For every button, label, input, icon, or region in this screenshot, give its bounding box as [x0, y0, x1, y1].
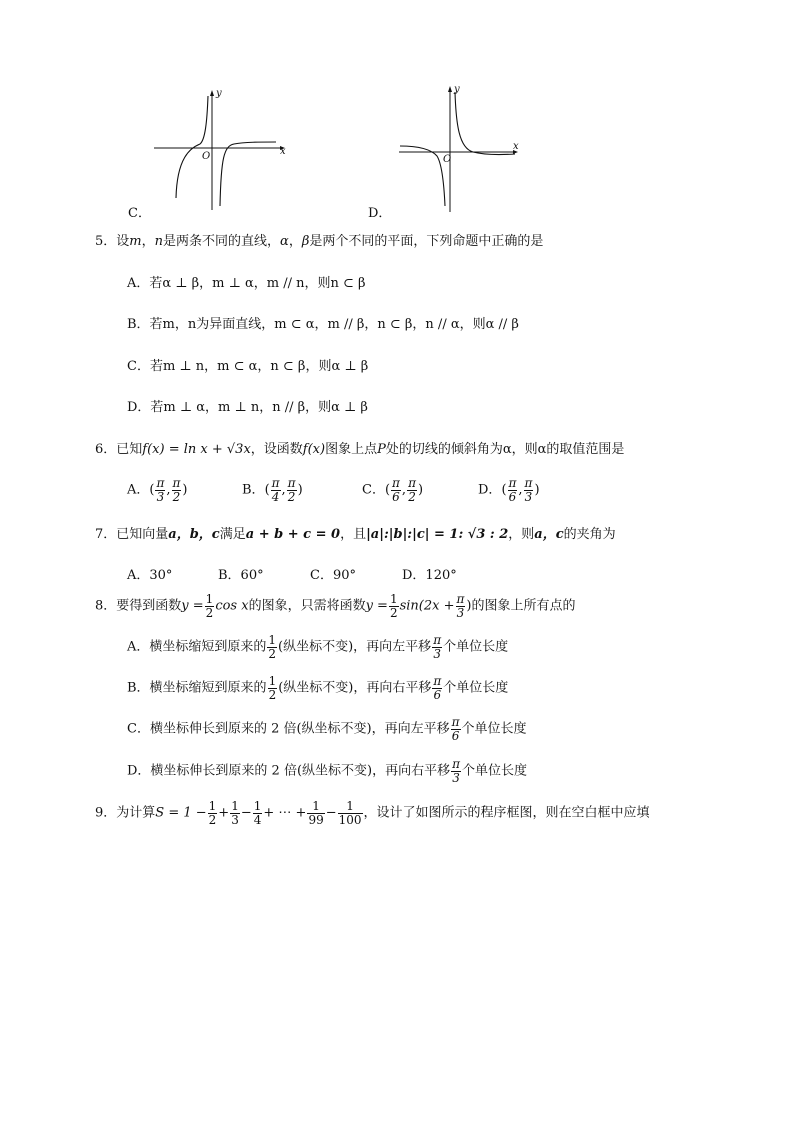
q7-option-a: A．30°: [127, 568, 173, 583]
q8-text-c: 的图象上所有点的: [471, 598, 576, 614]
q6-b-upper-frac: $\frac{\pi}{2}$: [287, 476, 296, 504]
q6-b-lower-frac: $\frac{\pi}{4}$: [271, 476, 280, 504]
graph-d-x-label: x: [513, 141, 519, 152]
q5-stem-a: 设: [116, 234, 130, 249]
q5-stem-b: ，: [141, 234, 155, 249]
q5-stem: [95, 235, 543, 248]
graph-d-label: D．: [368, 206, 392, 221]
q8-y1-half: $\frac{1}{2}$: [205, 592, 214, 620]
graph-c-label: C．: [128, 206, 151, 221]
q8-b-scale-frac: $\frac{1}{2}$: [268, 674, 277, 702]
q7-option-d: D．120°: [402, 568, 457, 583]
q9-text-a: 为计算: [116, 805, 156, 821]
q7-sum-eq: a + b + c = 0: [245, 527, 341, 542]
q6-option-c: C．( $\frac{\pi}{6}$ , $\frac{\pi}{2}$ ): [362, 476, 424, 504]
q5-stem-d: ，: [288, 234, 302, 249]
graph-d: [395, 84, 525, 214]
q6-d-upper-frac: $\frac{\pi}{3}$: [524, 476, 533, 504]
q6-option-d: D．( $\frac{\pi}{6}$ , $\frac{\pi}{3}$ ): [478, 476, 540, 504]
q9-term-100: $\frac{1}{100}$: [338, 799, 362, 827]
q5-var-m: m: [129, 234, 142, 249]
q6-text-d: 处的切线的倾斜角为α，则α的取值范围是: [385, 442, 625, 457]
graph-d-plot: [395, 84, 525, 214]
q6-a-lower-frac: $\frac{\pi}{3}$: [156, 476, 165, 504]
q6-function: f(x) = ln x + √3x: [142, 442, 251, 457]
q6-option-c-letter: C．: [362, 482, 385, 498]
q6-function-ref: f(x): [302, 442, 326, 457]
q8-text-b: 的图象，只需将函数: [248, 598, 366, 614]
q8-y2-lhs: y =: [365, 598, 388, 614]
q6-text-a: 已知: [116, 442, 143, 457]
q7-text-e: 的夹角为: [563, 527, 616, 542]
q7-ratio: |a|:|b|:|c| = 1: √3 : 2: [366, 527, 509, 542]
q7-vectors: a，b，c: [168, 527, 220, 542]
q8-option-a: A．横坐标缩短到原来的 $\frac{1}{2}$ (纵坐标不变)，再向左平移 $\frac{\pi}{3}$ 个单位长度: [127, 633, 509, 661]
graph-c-plot: [150, 88, 290, 213]
graph-c-y-label: y: [216, 88, 222, 99]
q5-option-a: A．若α ⊥ β，m ⊥ α，m // n，则n ⊂ β: [127, 276, 366, 291]
q7-stem: [95, 528, 616, 541]
graph-d-y-label: y: [454, 84, 460, 95]
q8-option-d: D．横坐标伸长到原来的 2 倍(纵坐标不变)，再向右平移 $\frac{\pi}{3}$ 个单位长度: [127, 757, 528, 785]
q6-c-lower-frac: $\frac{\pi}{6}$: [392, 476, 400, 504]
q7-text-a: 已知向量: [116, 527, 169, 542]
graph-c-x-label: x: [280, 146, 286, 157]
q6-option-a: A．( $\frac{\pi}{3}$ , $\frac{\pi}{2}$ ): [127, 476, 188, 504]
q7-number: 7．: [95, 527, 117, 542]
q8-y1-lhs: y =: [181, 598, 204, 614]
q8-text-a: 要得到函数: [116, 598, 182, 614]
q5-number: 5．: [95, 234, 117, 249]
q6-point-p: P: [377, 442, 386, 457]
q8-b-shift-frac: $\frac{\pi}{6}$: [433, 674, 442, 702]
q9-text-b: ，设计了如图所示的程序框图，则在空白框中应填: [363, 805, 650, 821]
q8-y2-end: ): [466, 598, 472, 614]
q6-a-upper-frac: $\frac{\pi}{2}$: [172, 476, 181, 504]
q5-stem-e: 是两个不同的平面，下列命题中正确的是: [309, 234, 544, 249]
q6-number: 6．: [95, 442, 117, 457]
q6-text-b: ，设函数: [250, 442, 303, 457]
q7-text-b: 满足: [219, 527, 246, 542]
q9-term-99: $\frac{1}{99}$: [308, 799, 324, 827]
q9-number: 9．: [95, 805, 117, 821]
q6-d-lower-frac: $\frac{\pi}{6}$: [508, 476, 517, 504]
q8-y1-rhs: cos x: [215, 598, 249, 614]
q6-stem: [95, 443, 624, 456]
q9-term-quarter: $\frac{1}{4}$: [253, 799, 262, 827]
q7-ac: a，c: [534, 527, 564, 542]
q5-stem-c: 是两条不同的直线，: [163, 234, 281, 249]
q6-option-a-letter: A．: [127, 482, 150, 498]
q5-var-n: n: [154, 234, 164, 249]
q9-term-third: $\frac{1}{3}$: [231, 799, 239, 827]
q5-option-b: B．若m，n为异面直线，m ⊂ α，m // β，n ⊂ β，n // α，则α // β: [127, 317, 519, 332]
q5-option-c: C．若m ⊥ n，m ⊂ α，n ⊂ β，则α ⊥ β: [127, 359, 369, 374]
q8-a-scale-frac: $\frac{1}{2}$: [268, 633, 277, 661]
q5-var-alpha: α: [280, 234, 289, 249]
q9-stem: 9．为计算S = 1 − $\frac{1}{2}$ + $\frac{1}{3}$ − $\frac{1}{4}$ + ⋯ + $\frac{1}{99}$ − $\frac{1}{100}$ ，设计了如图所示的程序框图，则在空白框中应填: [95, 799, 650, 827]
q6-option-d-letter: D．: [478, 482, 502, 498]
q6-option-b: B．( $\frac{\pi}{4}$ , $\frac{\pi}{2}$ ): [242, 476, 303, 504]
q6-c-upper-frac: $\frac{\pi}{2}$: [408, 476, 416, 504]
q7-text-c: ，且: [340, 527, 367, 542]
q8-stem: [95, 593, 575, 619]
q8-a-shift-frac: $\frac{\pi}{3}$: [433, 633, 442, 661]
q9-term-half: $\frac{1}{2}$: [208, 799, 217, 827]
graph-c: [150, 88, 290, 213]
q8-y2-half: $\frac{1}{2}$: [389, 592, 398, 620]
q8-y2-mid: sin(2x +: [399, 598, 455, 614]
q8-number: 8．: [95, 598, 117, 614]
q7-option-b: B．60°: [218, 568, 264, 583]
q8-y2-pi3: $\frac{\pi}{3}$: [456, 592, 465, 620]
q8-d-shift-frac: $\frac{\pi}{3}$: [452, 757, 460, 785]
q5-var-beta: β: [301, 234, 310, 249]
q8-option-b: B．横坐标缩短到原来的 $\frac{1}{2}$ (纵坐标不变)，再向右平移 $\frac{\pi}{6}$ 个单位长度: [127, 674, 509, 702]
q6-option-b-letter: B．: [242, 482, 265, 498]
q7-option-c: C．90°: [310, 568, 356, 583]
q8-option-c: C．横坐标伸长到原来的 2 倍(纵坐标不变)，再向左平移 $\frac{\pi}{6}$ 个单位长度: [127, 715, 527, 743]
q8-c-shift-frac: $\frac{\pi}{6}$: [451, 715, 460, 743]
q9-s-lhs: S = 1 −: [155, 805, 207, 821]
q6-text-c: 图象上点: [325, 442, 378, 457]
graph-d-origin-label: O: [443, 154, 452, 165]
q7-text-d: ，则: [508, 527, 535, 542]
q5-option-d: D．若m ⊥ α，m ⊥ n，n // β，则α ⊥ β: [127, 400, 368, 415]
graph-c-origin-label: O: [202, 151, 211, 162]
